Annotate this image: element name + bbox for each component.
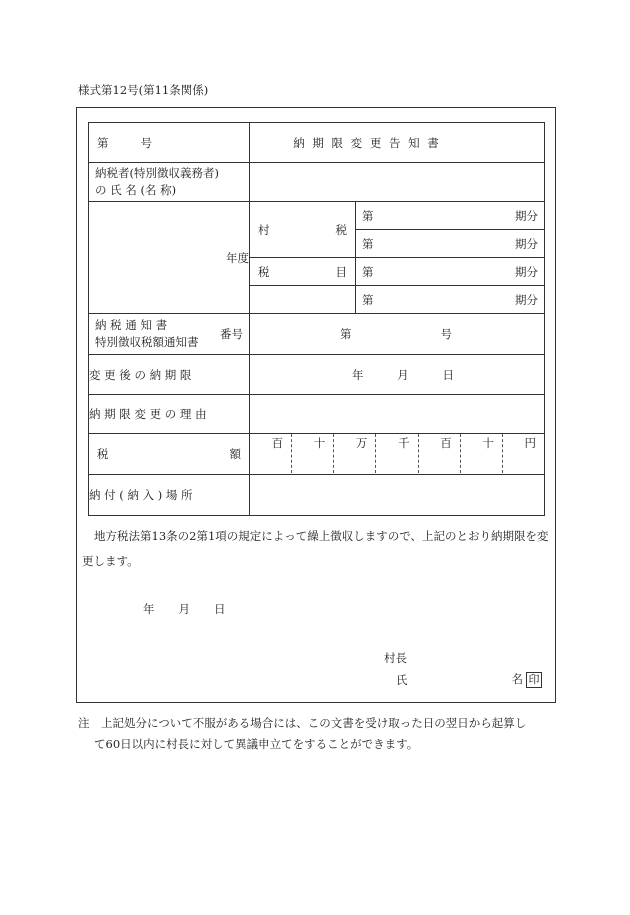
tax-item-zei: 税 [335,222,347,237]
tax-amount-label [89,434,250,475]
period-prefix: 第 [362,208,374,223]
tax-amount-gaku: 額 [229,447,241,461]
period-suffix: 期分 [515,264,538,279]
new-due-date-label [89,355,250,395]
notice-doc-bango: 番号 [220,327,243,341]
tax-item-blank[interactable] [250,286,356,314]
amount-unit-en: 円 [524,436,536,450]
period-prefix: 第 [362,264,374,279]
appeal-note [78,713,558,755]
period-cell-2 [356,230,545,258]
notice-doc-line1: 納 税 通 知 書 [95,318,168,332]
notice-doc-label [89,314,250,355]
amount-unit-juu-man: 十 [292,434,334,473]
taxpayer-label-line2: の 氏 名 (名 称) [95,183,177,197]
notice-title-cell [250,123,545,163]
number-dai: 第 [97,135,109,150]
payment-place-label [89,475,250,516]
fiscal-year-label: 年度 [226,250,249,265]
new-due-date-field[interactable] [250,355,545,395]
doc-number-dai: 第 [340,327,352,341]
due-year: 年 [352,367,364,382]
tax-item-moku-label: 目 [335,264,347,279]
notice-number-cell [89,123,250,163]
period-prefix: 第 [362,236,374,251]
amount-unit-hyaku: 百 [419,434,461,473]
taxpayer-label-line1: 納税者(特別徴収義務者) [95,166,219,180]
amount-unit-hyaku-man: 百 [250,434,292,473]
payment-place-field[interactable] [250,475,545,516]
period-cell-3 [356,258,545,286]
issue-date [143,601,226,617]
issue-year: 年 [143,602,155,616]
fiscal-year-cell [89,202,250,314]
form-number: 様式第12号(第11条関係) [78,83,209,97]
due-month: 月 [397,367,409,382]
mayor-title: 村長 [384,651,407,665]
notice-title: 納 期 限 変 更 告 知 書 [293,135,441,150]
name-shi: 氏 [396,672,408,687]
new-due-date-text: 変 更 後 の 納 期 限 [89,367,192,382]
issue-month: 月 [178,602,190,616]
mayor-name-line [396,671,542,688]
amount-unit-man: 万 [334,434,376,473]
change-reason-label [89,395,250,434]
tax-item-mura: 村 [258,222,270,237]
payment-place-text: 納 付 ( 納 入 ) 場 所 [89,488,193,502]
period-suffix: 期分 [515,208,538,223]
legal-statement: 地方税法第13条の2第1項の規定によって繰上徴収しますので、上記のとおり納期限を変更します。 [82,529,549,568]
doc-number-go: 号 [440,327,452,341]
change-reason-text: 納 期 限 変 更 の 理 由 [89,407,207,421]
name-mei: 名 [511,672,523,686]
number-go: 号 [140,135,152,150]
taxpayer-name-field[interactable] [250,163,545,202]
tax-item-moku [250,258,356,286]
due-day: 日 [442,367,454,382]
appeal-note-line2: て60日以内に村長に対して異議申立てをすることができます。 [94,737,419,751]
period-suffix: 期分 [515,292,538,307]
seal-stamp: 印 [526,672,542,688]
amount-unit-sen: 千 [376,434,418,473]
notice-doc-line2: 特別徴収税額通知書 [95,335,199,349]
amount-unit-juu: 十 [461,434,503,473]
period-prefix: 第 [362,292,374,307]
period-cell-1 [356,202,545,230]
period-suffix: 期分 [515,236,538,251]
tax-amount-zei: 税 [97,447,109,461]
tax-item-village [250,202,356,258]
change-reason-field[interactable] [250,395,545,434]
notice-doc-number-field[interactable] [250,314,545,355]
notice-table [88,122,545,516]
period-cell-4 [356,286,545,314]
appeal-note-line1: 注 上記処分について不服がある場合には、この文書を受け取った日の翌日から起算し [78,716,527,730]
tax-amount-field[interactable] [250,434,545,475]
issue-day: 日 [214,602,226,616]
taxpayer-label [89,163,250,202]
tax-item-zei2: 税 [258,264,270,279]
